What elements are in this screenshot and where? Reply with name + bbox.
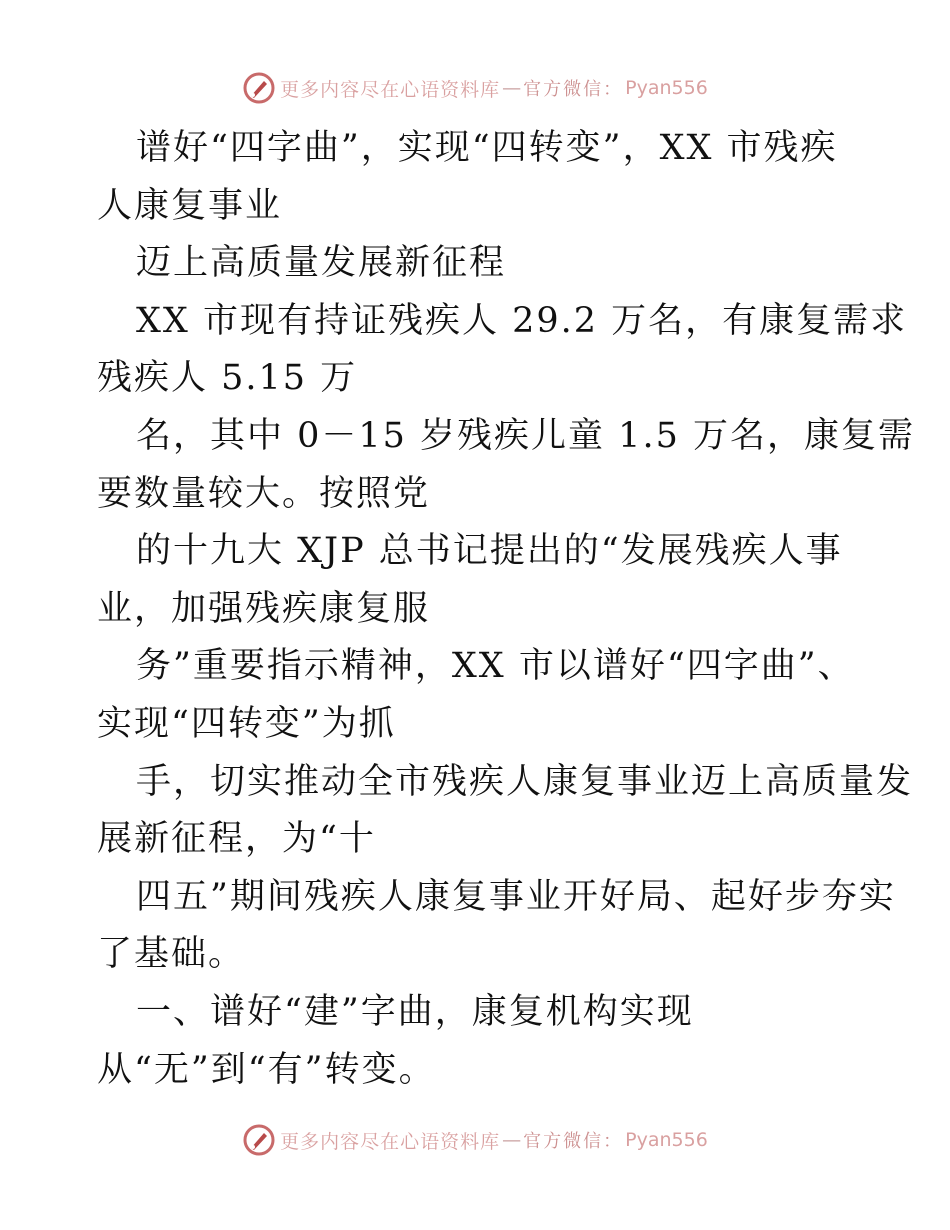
doc-line-section-heading-cont: 从“无”到“有”转变。 — [97, 1049, 436, 1090]
watermark-separator: — — [502, 77, 522, 99]
doc-line: 实现“四转变”为抓 — [97, 703, 396, 744]
document-body — [97, 120, 915, 1099]
doc-line: 了基础。 — [97, 934, 246, 975]
watermark-wechat-label: 官方微信： — [523, 1131, 624, 1152]
watermark-main-text: 更多内容尽在心语资料库 — [280, 78, 501, 101]
watermark-wechat-label: 官方微信： — [523, 79, 624, 100]
watermark-main-text: 更多内容尽在心语资料库 — [280, 1130, 501, 1153]
watermark-separator: — — [502, 1129, 522, 1151]
doc-line: 业，加强残疾康复服 — [97, 588, 431, 629]
doc-line: 名，其中 0－15 岁残疾儿童 1.5 万名，康复需 — [136, 415, 915, 456]
doc-line-title-2: 人康复事业 — [97, 185, 283, 226]
doc-line: 的十九大 XJP 总书记提出的“发展残疾人事 — [136, 531, 843, 572]
doc-line: 四五”期间残疾人康复事业开好局、起好步夯实 — [136, 876, 896, 917]
doc-line-title-1: 谱好“四字曲”，实现“四转变”，XX 市残疾 — [136, 128, 838, 168]
watermark-banner-bottom — [0, 1120, 950, 1160]
watermark-wechat-id: Pyan556 — [625, 1129, 708, 1151]
doc-line: 务”重要指示精神，XX 市以谱好“四字曲”、 — [136, 646, 855, 687]
doc-line-subtitle: 迈上高质量发展新征程 — [136, 243, 507, 284]
doc-line: 展新征程，为“十 — [97, 819, 376, 860]
doc-line: XX 市现有持证残疾人 29.2 万名，有康复需求 — [136, 300, 908, 341]
pen-nib-circle-icon — [242, 71, 276, 105]
doc-line: 要数量较大。按照党 — [97, 473, 431, 514]
watermark-wechat-id: Pyan556 — [625, 77, 708, 99]
watermark-banner-top — [0, 68, 950, 108]
doc-line: 手，切实推动全市残疾人康复事业迈上高质量发 — [136, 761, 914, 802]
pen-nib-circle-icon — [242, 1123, 276, 1157]
doc-line: 残疾人 5.15 万 — [97, 358, 358, 399]
doc-line-section-heading: 一、谱好“建”字曲，康复机构实现 — [136, 991, 694, 1032]
